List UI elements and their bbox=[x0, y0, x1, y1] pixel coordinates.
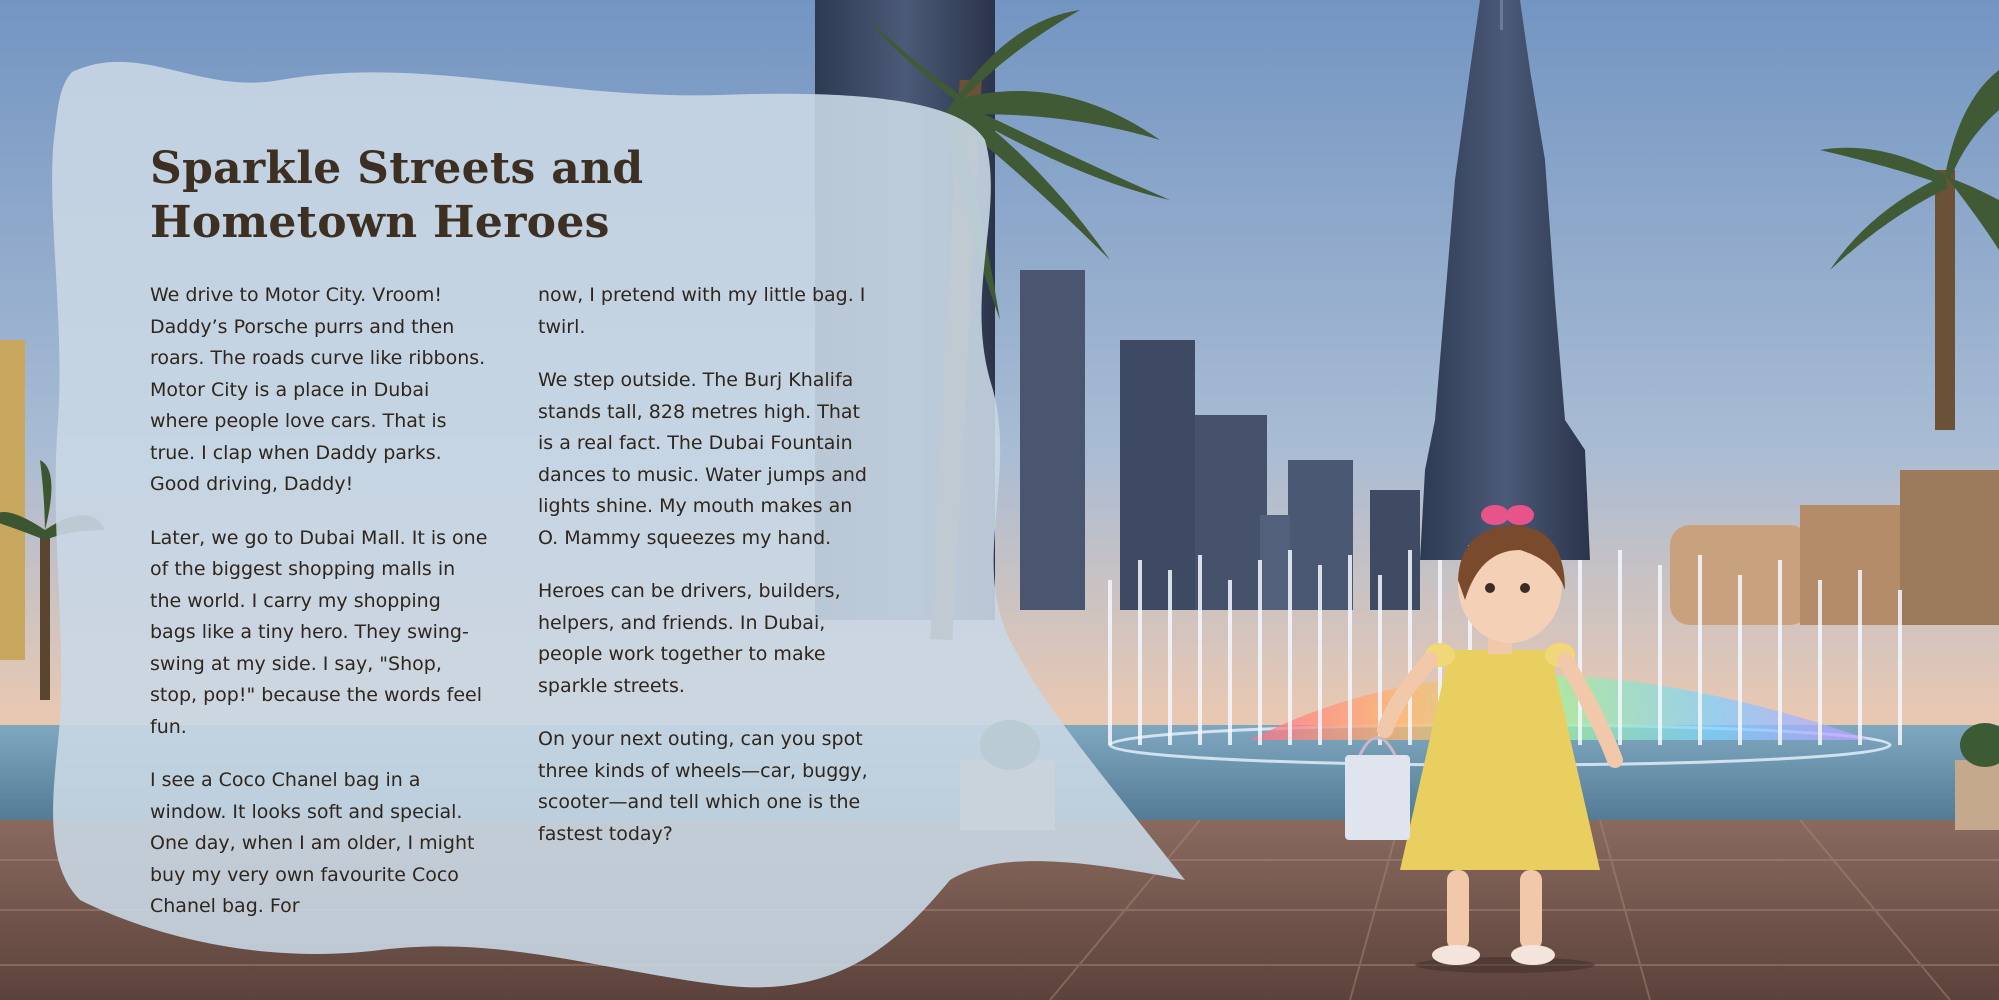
story-text-panel bbox=[150, 142, 890, 945]
paragraph: I see a Coco Chanel bag in a window. It looks soft and special. One day, when I am older, I might buy my very own favourite Coco Chanel bag. For bbox=[150, 769, 475, 917]
paragraph: now, I pretend with my little bag. I twirl. bbox=[538, 284, 866, 338]
page-title: Sparkle Streets and Hometown Heroes bbox=[150, 143, 644, 248]
shopping-bag bbox=[1345, 755, 1410, 840]
paragraph: On your next outing, can you spot three kinds of wheels—car, buggy, scooter—and tell which one is the fastest today? bbox=[538, 728, 868, 845]
story-column-left bbox=[150, 280, 490, 945]
story-columns bbox=[150, 280, 890, 945]
paragraph: Heroes can be drivers, builders, helpers, and friends. In Dubai, people work together to make sparkle streets. bbox=[538, 580, 841, 697]
story-column-right bbox=[538, 280, 878, 945]
paragraph: We step outside. The Burj Khalifa stands tall, 828 metres high. That is a real fact. The Dubai Fountain dances to music. Water jumps and lights shine. My mouth makes an O. Mammy squeezes my hand. bbox=[538, 369, 867, 549]
hair-bow bbox=[1481, 505, 1509, 525]
paragraph: Later, we go to Dubai Mall. It is one of the biggest shopping malls in the world. I carry my shopping bags like a tiny hero. They swing-swing at my side. I say, "Shop, stop, pop!" because the words feel fun. bbox=[150, 526, 488, 738]
paragraph: We drive to Motor City. Vroom! Daddy’s Porsche purrs and then roars. The roads curve like ribbons. Motor City is a place in Dubai where people love cars. That is true. I clap when Daddy parks. Good driving, Daddy! bbox=[150, 284, 486, 495]
